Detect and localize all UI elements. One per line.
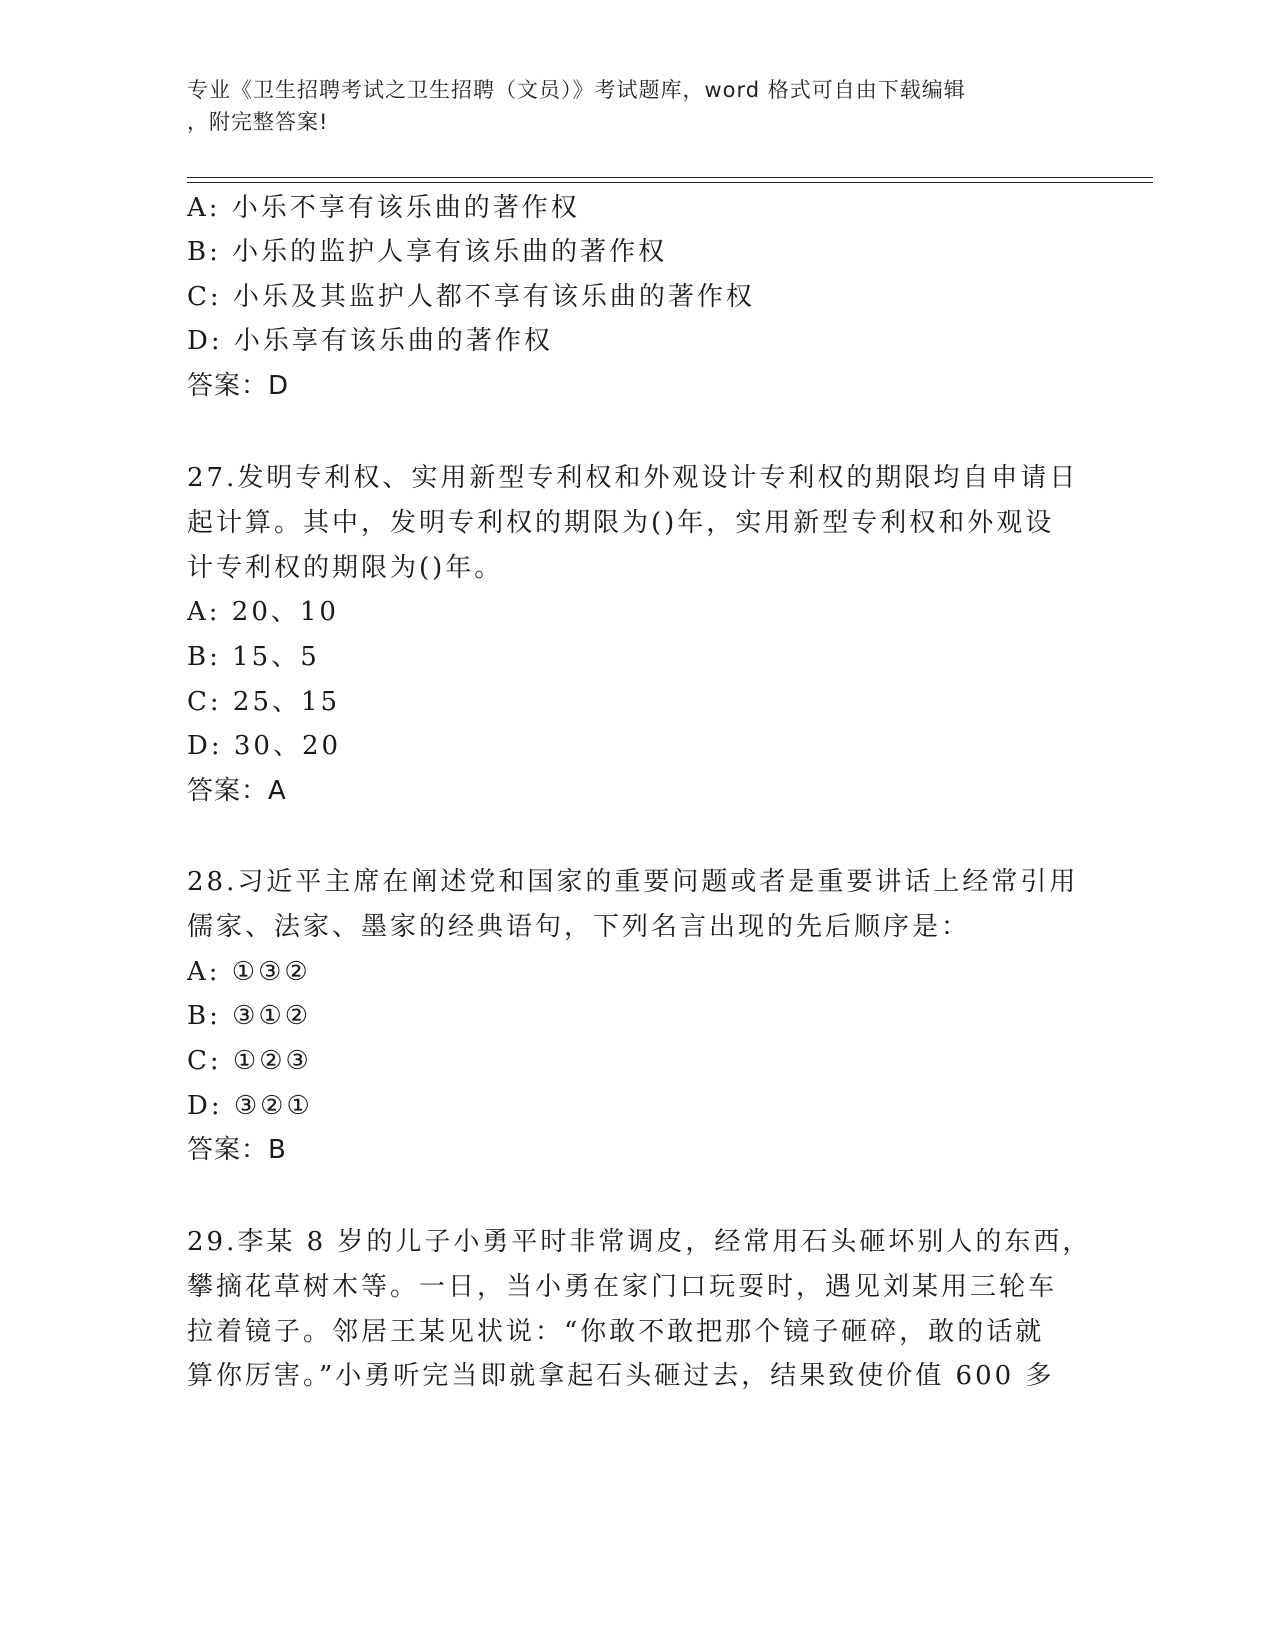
q26-option-a: A: 小乐不享有该乐曲的著作权 <box>187 193 580 223</box>
q26-option-b: B: 小乐的监护人享有该乐曲的著作权 <box>187 237 668 267</box>
header-divider-bottom <box>187 182 1153 183</box>
q27-option-a: A: 20、10 <box>187 597 339 627</box>
q27-stem-line-2: 起计算。其中，发明专利权的期限为()年，实用新型专利权和外观设 <box>187 508 1055 538</box>
q26-option-d: D: 小乐享有该乐曲的著作权 <box>187 326 553 356</box>
q28-option-a: A: ①③② <box>187 957 311 987</box>
q28-stem-line-2: 儒家、法家、墨家的经典语句，下列名言出现的先后顺序是： <box>187 912 971 942</box>
q28-option-c: C: ①②③ <box>187 1046 312 1076</box>
q27-stem-line-1: 27.发明专利权、实用新型专利权和外观设计专利权的期限均自申请日 <box>187 463 1079 493</box>
q27-stem-line-3: 计专利权的期限为()年。 <box>187 553 504 583</box>
header-divider-top <box>187 177 1153 178</box>
header-line-1: 专业《卫生招聘考试之卫生招聘（文员）》考试题库，word 格式可自由下载编辑 <box>187 78 966 102</box>
header-line-2: ，附完整答案! <box>187 110 329 134</box>
document-header <box>187 74 1067 138</box>
q27-option-d: D: 30、20 <box>187 731 342 761</box>
q28-stem-line-1: 28.习近平主席在阐述党和国家的重要问题或者是重要讲话上经常引用 <box>187 867 1079 897</box>
q29-stem-line-2: 攀摘花草树木等。一日，当小勇在家门口玩耍时，遇见刘某用三轮车 <box>187 1272 1058 1302</box>
q28-option-b: B: ③①② <box>187 1001 312 1031</box>
q27-option-b: B: 15、5 <box>187 642 320 672</box>
q29-stem-line-4: 算你厉害。”小勇听完当即就拿起石头砸过去，结果致使价值 600 多 <box>187 1361 1055 1391</box>
q29-stem-line-3: 拉着镜子。邻居王某见状说：“你敢不敢把那个镜子砸碎，敢的话就 <box>187 1317 1045 1347</box>
q29-stem-line-1: 29.李某 8 岁的儿子小勇平时非常调皮，经常用石头砸坏别人的东西， <box>187 1227 1092 1257</box>
q28-answer: 答案：B <box>187 1135 287 1165</box>
q26-answer: 答案：D <box>187 371 290 401</box>
q27-answer: 答案：A <box>187 776 287 806</box>
q27-option-c: C: 25、15 <box>187 687 341 717</box>
q26-option-c: C: 小乐及其监护人都不享有该乐曲的著作权 <box>187 282 755 312</box>
q28-option-d: D: ③②① <box>187 1091 313 1121</box>
